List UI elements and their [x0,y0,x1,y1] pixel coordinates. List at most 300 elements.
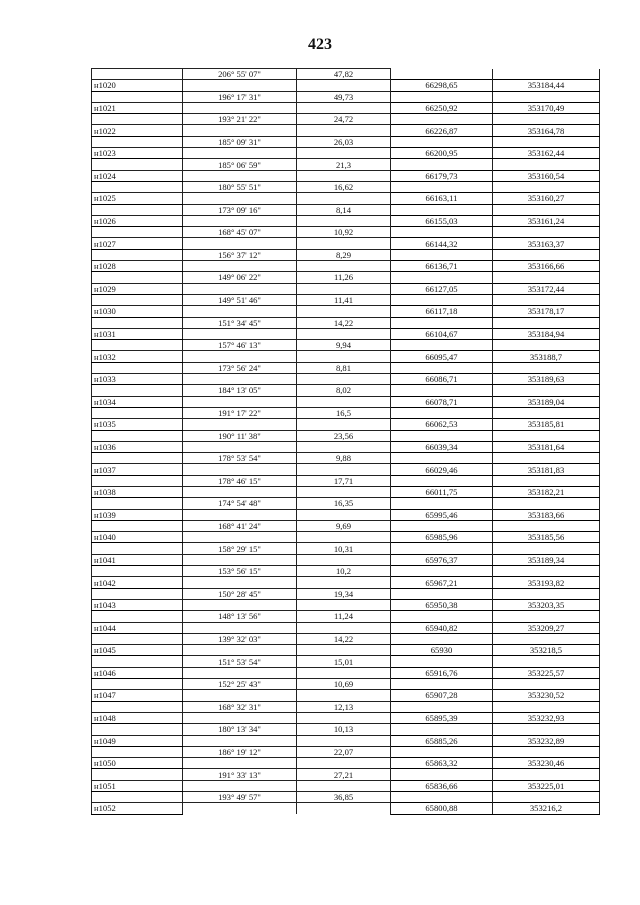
point-cell [92,679,183,690]
point-row [92,215,600,226]
x-cell: 66163,11 [391,193,493,204]
x-cell [391,204,493,215]
y-cell [493,340,600,351]
y-cell: 353216,2 [493,803,600,814]
angle-cell [183,667,297,678]
distance-cell: 8,14 [297,204,391,215]
angle-cell: 178° 46' 15" [183,475,297,486]
angle-cell [183,712,297,723]
x-cell [391,453,493,464]
angle-cell: 149° 06' 22" [183,272,297,283]
y-cell [493,701,600,712]
point-cell: н1025 [92,193,183,204]
point-cell [92,69,183,80]
y-cell: 353232,89 [493,735,600,746]
angle-cell [183,441,297,452]
y-cell [493,362,600,373]
distance-cell: 9,94 [297,340,391,351]
x-cell [391,430,493,441]
y-cell: 353193,82 [493,577,600,588]
x-cell: 65967,21 [391,577,493,588]
point-cell: н1024 [92,170,183,181]
angle-cell [183,599,297,610]
point-row [92,238,600,249]
segment-row [92,475,600,486]
distance-cell: 16,5 [297,407,391,418]
angle-cell [183,148,297,159]
angle-cell [183,328,297,339]
y-cell [493,588,600,599]
coordinates-table [91,68,600,815]
angle-cell: 173° 56' 24" [183,362,297,373]
point-row [92,667,600,678]
angle-cell: 152° 25' 43" [183,679,297,690]
angle-cell [183,645,297,656]
point-row [92,690,600,701]
x-cell [391,69,493,80]
distance-cell [297,803,391,814]
y-cell [493,679,600,690]
x-cell [391,566,493,577]
angle-cell [183,509,297,520]
point-cell [92,498,183,509]
angle-cell: 196° 17' 31" [183,91,297,102]
x-cell: 65976,37 [391,554,493,565]
angle-cell [183,464,297,475]
y-cell [493,633,600,644]
angle-cell [183,80,297,91]
x-cell: 65907,28 [391,690,493,701]
point-cell: н1027 [92,238,183,249]
point-cell: н1021 [92,102,183,113]
point-row [92,622,600,633]
angle-cell: 180° 13' 34" [183,724,297,735]
point-cell: н1052 [92,803,183,814]
angle-cell: 191° 33' 13" [183,769,297,780]
x-cell: 65800,88 [391,803,493,814]
distance-cell [297,80,391,91]
distance-cell [297,102,391,113]
distance-cell: 9,69 [297,520,391,531]
y-cell [493,385,600,396]
point-row [92,758,600,769]
angle-cell [183,554,297,565]
point-row [92,306,600,317]
segment-row [92,520,600,531]
distance-cell [297,419,391,430]
x-cell [391,746,493,757]
y-cell [493,114,600,125]
y-cell [493,724,600,735]
x-cell [391,114,493,125]
point-cell [92,792,183,803]
x-cell: 66086,71 [391,374,493,385]
point-cell: н1051 [92,780,183,791]
point-row [92,803,600,814]
distance-cell [297,441,391,452]
distance-cell [297,125,391,136]
x-cell: 66298,65 [391,80,493,91]
angle-cell [183,735,297,746]
segment-row [92,792,600,803]
x-cell [391,159,493,170]
distance-cell [297,328,391,339]
point-row [92,509,600,520]
distance-cell [297,351,391,362]
point-cell [92,136,183,147]
distance-cell [297,599,391,610]
angle-cell [183,622,297,633]
point-row [92,283,600,294]
point-row [92,735,600,746]
x-cell: 66011,75 [391,486,493,497]
point-cell [92,588,183,599]
y-cell: 353225,01 [493,780,600,791]
point-cell: н1031 [92,328,183,339]
segment-row [92,272,600,283]
point-row [92,193,600,204]
segment-row [92,249,600,260]
y-cell [493,136,600,147]
angle-cell [183,351,297,362]
y-cell [493,498,600,509]
point-row [92,328,600,339]
y-cell: 353189,04 [493,396,600,407]
distance-cell: 9,88 [297,453,391,464]
angle-cell: 185° 06' 59" [183,159,297,170]
y-cell [493,611,600,622]
point-cell: н1034 [92,396,183,407]
angle-cell: 174° 54' 48" [183,498,297,509]
x-cell: 65863,32 [391,758,493,769]
distance-cell [297,690,391,701]
y-cell [493,317,600,328]
point-row [92,577,600,588]
angle-cell: 149° 51' 46" [183,294,297,305]
point-cell: н1023 [92,148,183,159]
y-cell: 353218,5 [493,645,600,656]
point-cell [92,227,183,238]
segment-row [92,746,600,757]
angle-cell: 184° 13' 05" [183,385,297,396]
point-cell [92,272,183,283]
angle-cell [183,215,297,226]
distance-cell: 16,62 [297,181,391,192]
y-cell: 353164,78 [493,125,600,136]
segment-row [92,769,600,780]
angle-cell: 173° 09' 16" [183,204,297,215]
x-cell [391,520,493,531]
point-cell: н1033 [92,374,183,385]
point-cell [92,114,183,125]
segment-row [92,588,600,599]
angle-cell [183,532,297,543]
angle-cell: 168° 41' 24" [183,520,297,531]
distance-cell: 14,22 [297,633,391,644]
segment-row [92,430,600,441]
distance-cell [297,780,391,791]
angle-cell [183,780,297,791]
segment-row [92,633,600,644]
x-cell [391,249,493,260]
point-row [92,599,600,610]
point-cell [92,475,183,486]
point-cell: н1037 [92,464,183,475]
x-cell [391,701,493,712]
point-cell [92,633,183,644]
y-cell [493,543,600,554]
distance-cell: 8,29 [297,249,391,260]
distance-cell [297,396,391,407]
point-row [92,351,600,362]
y-cell: 353181,83 [493,464,600,475]
y-cell: 353161,24 [493,215,600,226]
x-cell [391,317,493,328]
point-cell: н1036 [92,441,183,452]
angle-cell [183,486,297,497]
angle-cell [183,102,297,113]
angle-cell: 185° 09' 31" [183,136,297,147]
point-cell [92,407,183,418]
angle-cell [183,283,297,294]
x-cell: 66144,32 [391,238,493,249]
point-row [92,486,600,497]
segment-row [92,453,600,464]
x-cell [391,475,493,486]
point-cell [92,520,183,531]
x-cell [391,136,493,147]
angle-cell [183,261,297,272]
y-cell: 353232,93 [493,712,600,723]
distance-cell: 16,35 [297,498,391,509]
angle-cell: 178° 53' 54" [183,453,297,464]
y-cell [493,746,600,757]
x-cell [391,792,493,803]
distance-cell: 10,69 [297,679,391,690]
point-cell: н1041 [92,554,183,565]
angle-cell: 191° 17' 22" [183,407,297,418]
angle-cell [183,238,297,249]
distance-cell: 10,92 [297,227,391,238]
angle-cell: 206° 55' 07" [183,69,297,80]
point-cell: н1028 [92,261,183,272]
segment-row [92,91,600,102]
y-cell [493,159,600,170]
distance-cell: 11,41 [297,294,391,305]
point-cell: н1045 [92,645,183,656]
coordinates-table-body [92,69,600,815]
x-cell: 66127,05 [391,283,493,294]
y-cell [493,769,600,780]
x-cell [391,543,493,554]
distance-cell [297,667,391,678]
y-cell [493,407,600,418]
distance-cell: 49,73 [297,91,391,102]
segment-row [92,656,600,667]
x-cell [391,181,493,192]
y-cell [493,566,600,577]
point-cell [92,317,183,328]
distance-cell [297,170,391,181]
distance-cell: 15,01 [297,656,391,667]
y-cell [493,181,600,192]
page-number: 423 [308,36,332,53]
y-cell: 353182,21 [493,486,600,497]
segment-row [92,407,600,418]
x-cell [391,656,493,667]
x-cell [391,679,493,690]
angle-cell: 193° 21' 22" [183,114,297,125]
point-row [92,441,600,452]
distance-cell: 22,07 [297,746,391,757]
distance-cell [297,215,391,226]
x-cell [391,227,493,238]
y-cell [493,520,600,531]
x-cell [391,407,493,418]
y-cell: 353162,44 [493,148,600,159]
x-cell: 65995,46 [391,509,493,520]
distance-cell [297,577,391,588]
segment-row [92,340,600,351]
distance-cell [297,758,391,769]
x-cell [391,611,493,622]
point-row [92,148,600,159]
distance-cell [297,193,391,204]
distance-cell [297,306,391,317]
point-cell: н1040 [92,532,183,543]
x-cell: 65836,66 [391,780,493,791]
point-cell [92,294,183,305]
angle-cell: 151° 53' 54" [183,656,297,667]
angle-cell [183,419,297,430]
point-cell [92,543,183,554]
x-cell: 66062,53 [391,419,493,430]
y-cell: 353184,94 [493,328,600,339]
point-cell [92,159,183,170]
point-row [92,80,600,91]
point-cell: н1035 [92,419,183,430]
distance-cell: 27,21 [297,769,391,780]
x-cell: 66250,92 [391,102,493,113]
angle-cell: 190° 11' 38" [183,430,297,441]
point-cell [92,340,183,351]
y-cell [493,69,600,80]
x-cell: 66136,71 [391,261,493,272]
point-row [92,780,600,791]
distance-cell: 19,34 [297,588,391,599]
point-cell [92,701,183,712]
angle-cell: 168° 45' 07" [183,227,297,238]
x-cell: 65916,76 [391,667,493,678]
point-row [92,374,600,385]
y-cell [493,792,600,803]
distance-cell [297,532,391,543]
point-row [92,102,600,113]
distance-cell [297,509,391,520]
y-cell: 353163,37 [493,238,600,249]
point-cell [92,91,183,102]
point-cell [92,769,183,780]
distance-cell [297,735,391,746]
distance-cell [297,712,391,723]
angle-cell [183,396,297,407]
point-row [92,261,600,272]
segment-row [92,385,600,396]
point-cell [92,385,183,396]
segment-row [92,611,600,622]
distance-cell [297,261,391,272]
angle-cell [183,758,297,769]
x-cell [391,91,493,102]
y-cell: 353184,44 [493,80,600,91]
distance-cell [297,645,391,656]
angle-cell: 168° 32' 31" [183,701,297,712]
segment-row [92,136,600,147]
point-cell: н1050 [92,758,183,769]
point-cell: н1047 [92,690,183,701]
point-row [92,464,600,475]
point-cell [92,362,183,373]
segment-row [92,724,600,735]
segment-row [92,679,600,690]
angle-cell: 139° 32' 03" [183,633,297,644]
x-cell [391,272,493,283]
y-cell [493,91,600,102]
distance-cell [297,486,391,497]
x-cell: 65950,38 [391,599,493,610]
x-cell [391,769,493,780]
point-cell [92,430,183,441]
point-cell: н1026 [92,215,183,226]
x-cell: 65895,39 [391,712,493,723]
y-cell: 353181,64 [493,441,600,452]
y-cell [493,249,600,260]
angle-cell: 148° 13' 56" [183,611,297,622]
segment-row [92,543,600,554]
y-cell [493,294,600,305]
y-cell: 353189,34 [493,554,600,565]
segment-row [92,566,600,577]
angle-cell [183,193,297,204]
y-cell: 353189,63 [493,374,600,385]
point-cell: н1030 [92,306,183,317]
point-cell [92,453,183,464]
distance-cell: 10,13 [297,724,391,735]
point-row [92,419,600,430]
angle-cell [183,374,297,385]
point-row [92,396,600,407]
y-cell: 353230,46 [493,758,600,769]
angle-cell: 180° 55' 51" [183,181,297,192]
x-cell: 66029,46 [391,464,493,475]
segment-row [92,204,600,215]
segment-row [92,69,600,80]
y-cell: 353183,66 [493,509,600,520]
angle-cell: 157° 46' 13" [183,340,297,351]
distance-cell: 8,02 [297,385,391,396]
y-cell: 353160,54 [493,170,600,181]
point-cell [92,724,183,735]
angle-cell [183,170,297,181]
distance-cell: 8,81 [297,362,391,373]
x-cell [391,724,493,735]
distance-cell: 14,22 [297,317,391,328]
distance-cell: 36,85 [297,792,391,803]
distance-cell: 12,13 [297,701,391,712]
distance-cell [297,148,391,159]
point-cell [92,656,183,667]
point-cell: н1048 [92,712,183,723]
